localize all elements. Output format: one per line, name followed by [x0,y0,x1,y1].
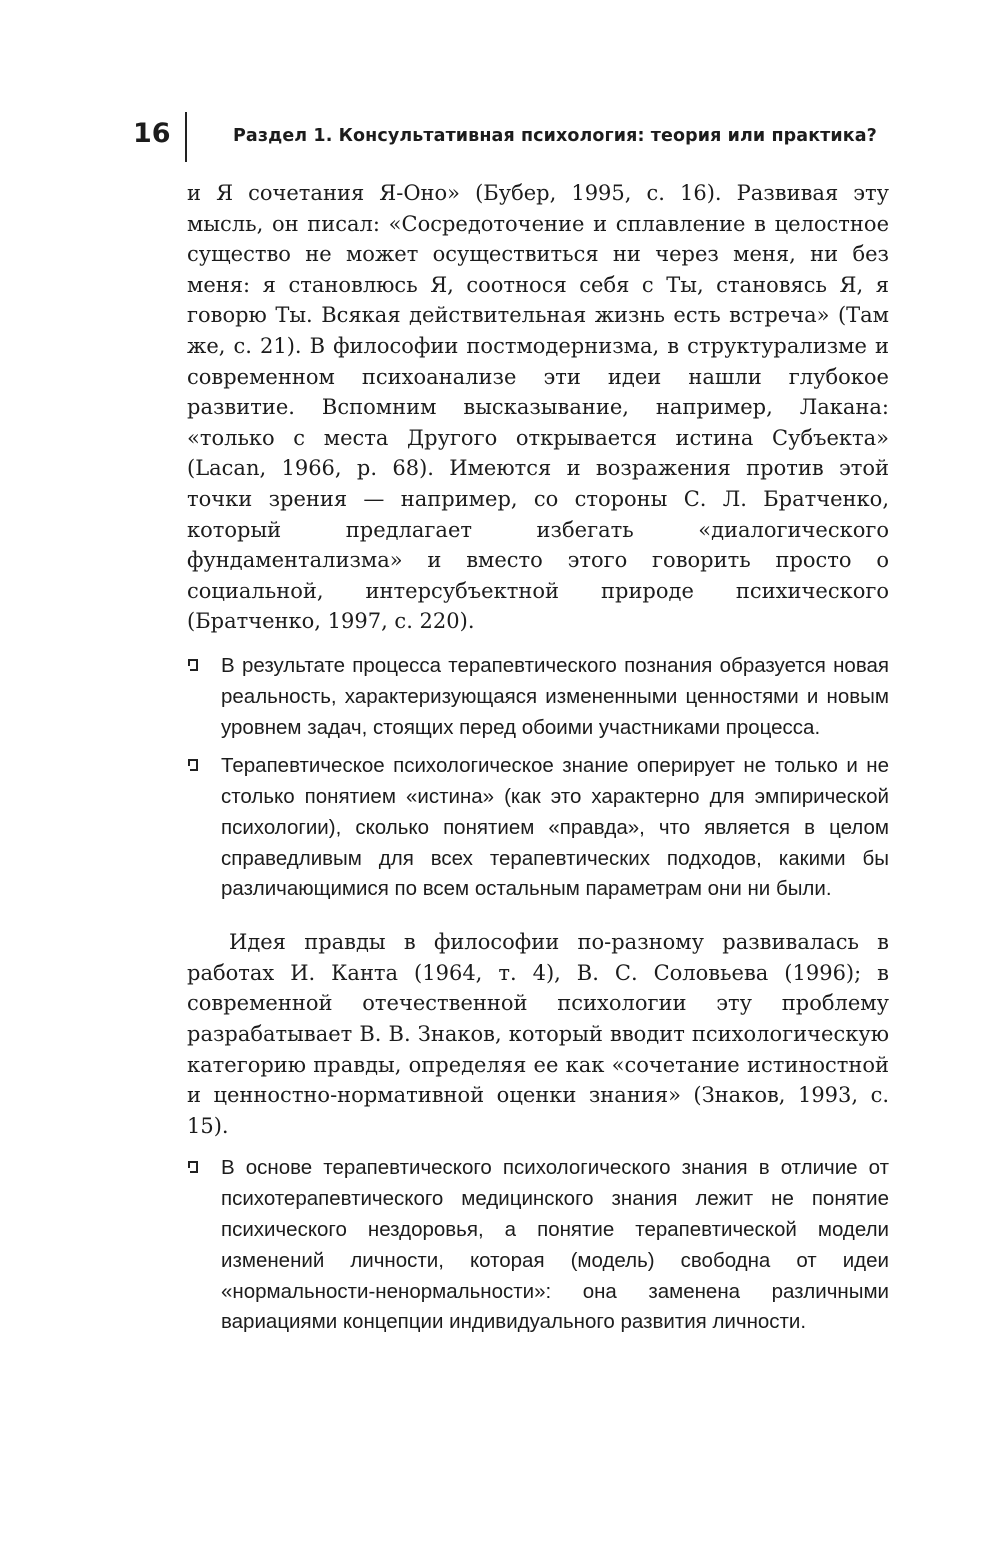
list-item-text: Терапевтическое психологическое знание оперирует не только и не столько понятием «истина» (как это характерно для эмпирической психологии), сколько понятием «правда», что является в целом справедливым для всех терапевтических подходов, какими бы различающимися по всем остальным параметрам они ни были. [221,754,889,901]
bullet-list [187,1153,889,1338]
checkbox-bullet-icon [188,759,198,771]
bullet-list [187,651,889,905]
checkbox-bullet-icon [188,659,198,671]
body-paragraph: Идея правды в философии по-разному развивалась в работах И. Канта (1964, т. 4), В. С. Соловьева (1996); в современной отечественной психологии эту проблему разрабатывает В. В. Знаков, который вводит психологическую категорию правды, определяя ее как «сочетание истиностной и ценностно-нормативной оценки знания» (Знаков, 1993, с. 15). [187,930,889,1138]
page-body [187,178,889,1338]
list-item [187,651,889,743]
body-paragraph: и Я сочетания Я-Оно» (Бубер, 1995, с. 16). Развивая эту мысль, он писал: «Сосредоточение и сплавление в целостное существо не может осуществиться ни через меня, ни без меня: я становлюсь Я, соотнося себя с Ты, становясь Я, я говорю Ты. Всякая действительная жизнь есть встреча» (Там же, с. 21). В философии постмодернизма, в структурализме и современном психоанализе эти идеи нашли глубокое развитие. Вспомним высказывание, например, Лакана: «только с места Другого открывается истина Субъекта» (Lacan, 1966, p. 68). Имеются и возражения против этой точки зрения — например, со стороны С. Л. Братченко, который предлагает избегать «диалогического фундаментализма» и вместо этого говорить просто о социальной, интерсубъектной природе психического (Братченко, 1997, с. 220). [187,181,889,634]
page-number: 16 [133,118,171,149]
running-head: Раздел 1. Консультативная психология: теория или практика? [233,126,877,146]
list-item-text: В результате процесса терапевтического познания образуется новая реальность, характеризующаяся измененными ценностями и новым уровнем задач, стоящих перед обоими участниками процесса. [221,653,889,739]
header-divider [185,112,187,162]
list-item-text: В основе терапевтического психологического знания в отличие от психотерапевтического медицинского знания лежит не понятие психического нездоровья, а понятие терапевтической модели изменений личности, которая (модель) свободна от идеи «нормальности-ненормальности»: она заменена различными вариациями концепции индивидуального развития личности. [221,1156,889,1334]
list-item [187,1153,889,1338]
checkbox-bullet-icon [188,1161,198,1173]
list-item [187,751,889,905]
